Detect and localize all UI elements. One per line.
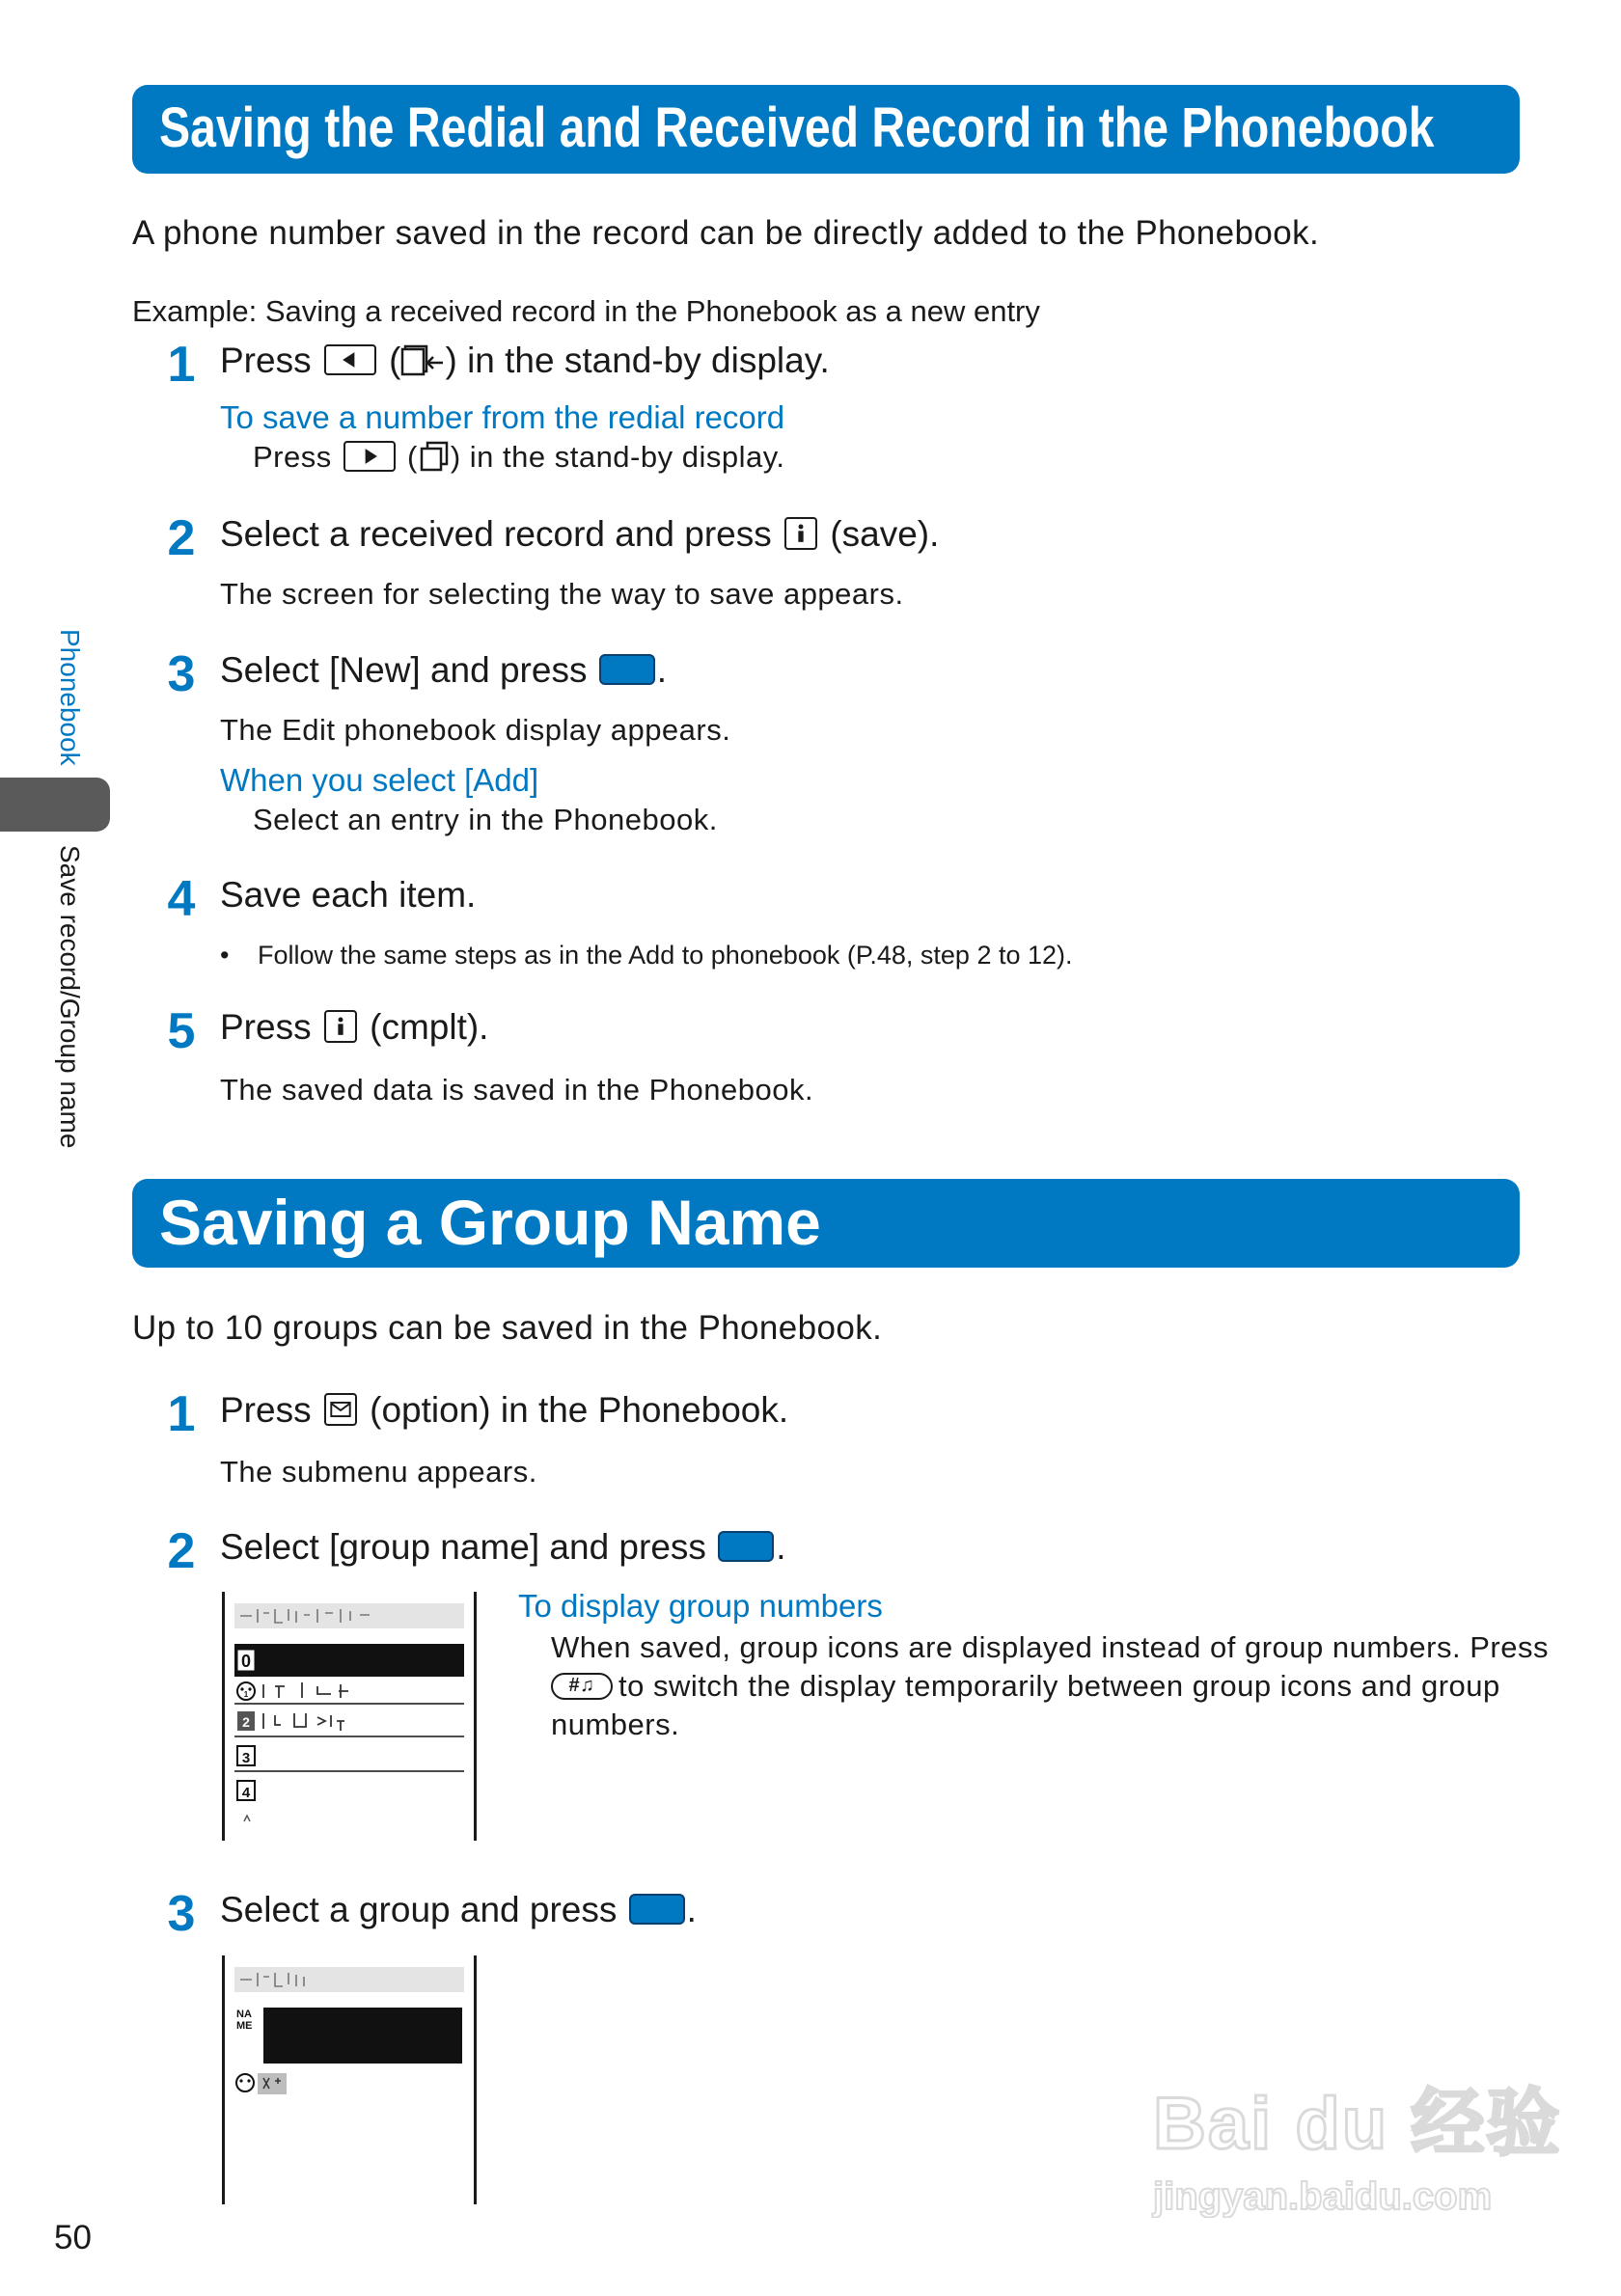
section-header-redial (132, 85, 1520, 174)
sub-instruction: Select an entry in the Phonebook. (253, 803, 718, 836)
step-instruction: Press ( ) in the stand-by display. (220, 341, 830, 380)
side-tab-marker (0, 778, 110, 832)
step-instruction: Save each item. (220, 875, 477, 915)
mail-key-icon (324, 1393, 357, 1426)
sub-heading: When you select [Add] (220, 762, 539, 798)
sub-instruction: When saved, group icons are displayed instead of group numbers. Press #♫ to switch the display temporarily between group icons and group numbers. (551, 1630, 1549, 1741)
enter-key-icon (718, 1531, 774, 1562)
group-row-number: 2 (242, 1714, 250, 1730)
left-key-icon (324, 344, 376, 375)
i-mode-key-icon (324, 1010, 357, 1043)
step-instruction: Select a group and press . (220, 1890, 697, 1929)
enter-key-icon (629, 1894, 685, 1925)
sub-instruction: Press ( ) in the stand-by display. (253, 440, 785, 474)
section-intro: A phone number saved in the record can be directly added to the Phonebook. (132, 214, 1320, 252)
side-section-label: Save record/Group name (55, 845, 85, 1149)
section-title: Saving the Redial and Received Record in the Phonebook (159, 96, 1435, 159)
enter-key-icon (599, 654, 655, 685)
page-number: 50 (54, 2219, 92, 2256)
redial-icon (418, 440, 451, 474)
baidu-watermark (1153, 2064, 1561, 2219)
step-number: 1 (167, 337, 196, 393)
step-number: 1 (167, 1386, 196, 1442)
right-key-icon (343, 441, 396, 472)
step-result: The Edit phonebook display appears. (220, 713, 731, 747)
step-text-before: Press (220, 341, 312, 380)
step-result: The submenu appears. (220, 1455, 537, 1489)
step-number: 4 (167, 871, 196, 927)
section-title: Saving a Group Name (159, 1187, 821, 1258)
step-number: 2 (167, 1523, 196, 1579)
step-instruction: Press (cmplt). (220, 1007, 489, 1047)
section-intro: Up to 10 groups can be saved in the Phonebook. (132, 1309, 883, 1347)
watermark-brand: Bai du 经验 (1153, 2083, 1562, 2165)
bullet-icon: • (220, 941, 230, 970)
name-label: ME (236, 2020, 253, 2032)
sub-heading: To save a number from the redial record (220, 399, 785, 435)
pound-key-icon: #♫ (551, 1673, 613, 1700)
sub-heading: To display group numbers (518, 1588, 883, 1624)
name-label: NA (236, 2009, 252, 2020)
step-instruction: Press (option) in the Phonebook. (220, 1390, 789, 1430)
step-result: The screen for selecting the way to save appears. (220, 577, 904, 611)
bullet-note: • Follow the same steps as in the Add to phonebook (P.48, step 2 to 12). (220, 941, 1073, 970)
step-number: 3 (167, 1886, 196, 1942)
received-calls-icon (400, 341, 445, 380)
example-caption: Example: Saving a received record in the Phonebook as a new entry (132, 294, 1040, 328)
group-row-number: 3 (241, 1750, 251, 1766)
step-number: 5 (167, 1003, 196, 1059)
step-number: 2 (167, 510, 196, 566)
group-row-number: 1 (243, 1690, 249, 1699)
group-row-number: 4 (241, 1785, 251, 1801)
step-number: 3 (167, 646, 196, 702)
section-header-group (132, 1179, 1520, 1268)
step-instruction: Select [New] and press . (220, 650, 668, 690)
side-chapter-label: Phonebook (55, 629, 85, 766)
watermark-url: jingyan.baidu.com (1153, 2175, 1493, 2218)
step-text-after: ) in the stand-by display. (445, 341, 830, 380)
group-name-screenshot (222, 1955, 477, 2204)
step-result: The saved data is saved in the Phonebook. (220, 1073, 814, 1107)
group-row-number: 0 (240, 1652, 252, 1671)
group-list-screenshot (222, 1592, 477, 1841)
i-mode-key-icon (784, 517, 817, 550)
step-instruction: Select a received record and press (save). (220, 514, 940, 554)
step-instruction: Select [group name] and press . (220, 1527, 786, 1567)
